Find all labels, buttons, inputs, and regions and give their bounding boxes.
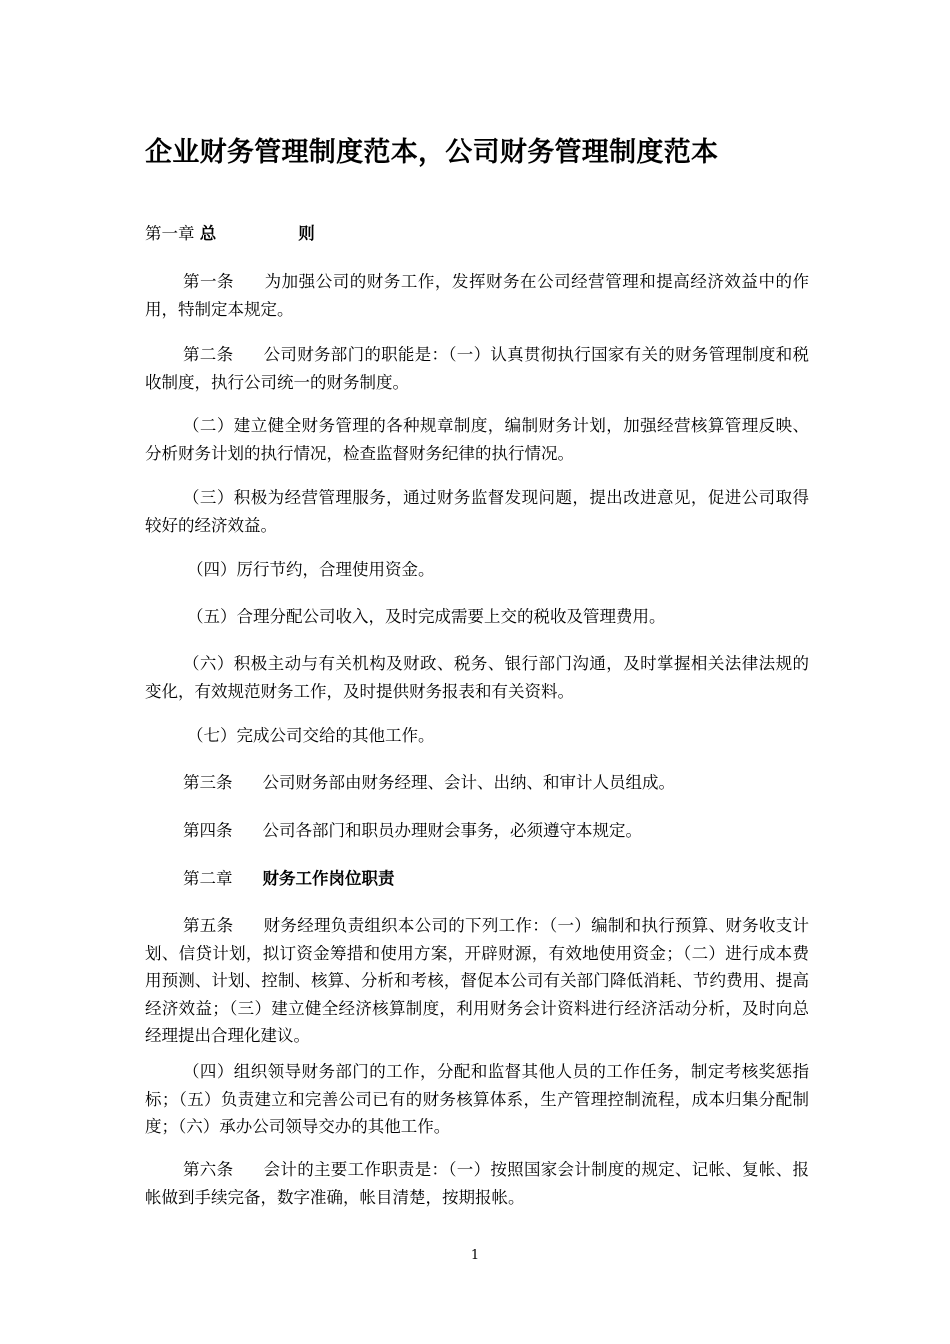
article-2-label: 第二条: [183, 345, 234, 364]
document-title: 企业财务管理制度范本，公司财务管理制度范本: [145, 137, 719, 168]
article-2-text: 公司财务部门的职能是：（一）认真贯彻执行国家有关的财务管理制度和税收制度，执行公司统一的财务制度。: [145, 345, 810, 392]
article-3-label: 第三条: [183, 773, 233, 792]
item-3: （三）积极为经营管理服务，通过财务监督发现问题，提出改进意见，促进公司取得较好的经济效益。: [145, 488, 809, 535]
article-5: [145, 912, 809, 1050]
article-3-text: 公司财务部由财务经理、会计、出纳、和审计人员组成。: [262, 773, 675, 792]
article-5-continued: （四）组织领导财务部门的工作，分配和监督其他人员的工作任务，制定考核奖惩指标；（五）负责建立和完善公司已有的财务核算体系，生产管理控制流程，成本归集分配制度；（六）承办公司领导交办的其他工作。: [145, 1062, 809, 1136]
chapter-1-name-a: 总: [199, 224, 217, 243]
article-1-text: 为加强公司的财务工作，发挥财务在公司经营管理和提高经济效益中的作用，特制定本规定。: [145, 272, 810, 319]
page-number: 1: [470, 1248, 480, 1263]
article-4-text: 公司各部门和职员办理财会事务，必须遵守本规定。: [262, 821, 642, 840]
chapter-2-name: 财务工作岗位职责: [262, 869, 395, 888]
article-4-label: 第四条: [183, 821, 233, 840]
chapter-1-name-b: 则: [298, 224, 315, 243]
article-6-label: 第六条: [183, 1160, 234, 1179]
item-2: （二）建立健全财务管理的各种规章制度，编制财务计划，加强经营核算管理反映、分析财务计划的执行情况，检查监督财务纪律的执行情况。: [145, 416, 809, 463]
article-6: [145, 1156, 809, 1211]
item-5: （五）合理分配公司收入，及时完成需要上交的税收及管理费用。: [187, 607, 666, 626]
article-5-label: 第五条: [183, 916, 234, 935]
article-1: [145, 268, 809, 323]
chapter-2-heading: [145, 865, 809, 893]
item-4: （四）厉行节约，合理使用资金。: [187, 560, 435, 579]
article-3: [145, 769, 809, 797]
article-4: [145, 817, 809, 845]
chapter-2-label: 第二章: [183, 869, 233, 888]
item-6: （六）积极主动与有关机构及财政、税务、银行部门沟通，及时掌握相关法律法规的变化，有效规范财务工作，及时提供财务报表和有关资料。: [145, 654, 809, 701]
chapter-1-heading: [145, 220, 809, 248]
article-6-text: 会计的主要工作职责是：（一）按照国家会计制度的规定、记帐、复帐、报帐做到手续完备，数字准确，帐目清楚，按期报帐。: [145, 1160, 810, 1207]
article-1-label: 第一条: [183, 272, 235, 291]
article-5-text: 财务经理负责组织本公司的下列工作：（一）编制和执行预算、财务收支计划、信贷计划，拟订资金筹措和使用方案，开辟财源，有效地使用资金；（二）进行成本费用预测、计划、控制、核算、分析和考核，督促本公司有关部门降低消耗、节约费用、提高经济效益；（三）建立健全经济核算制度，利用财务会计资料进行经济活动分析，及时向总经理提出合理化建议。: [145, 916, 810, 1045]
item-7: （七）完成公司交给的其他工作。: [187, 726, 435, 745]
article-2: [145, 341, 809, 396]
chapter-1-label: 第一章: [145, 224, 195, 243]
